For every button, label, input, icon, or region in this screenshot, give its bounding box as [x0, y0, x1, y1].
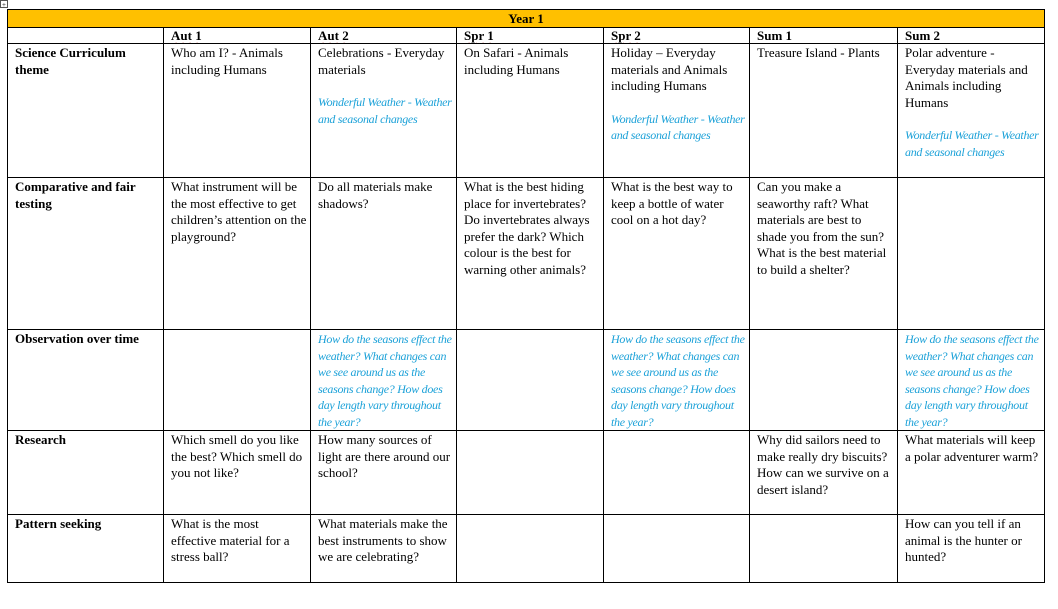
cell-note: Wonderful Weather - Weather and seasonal changes	[318, 95, 452, 126]
table-cell: What is the best hiding place for invertebrates? Do invertebrates always prefer the dark? Which colour is the best for warning other animals?	[457, 178, 604, 330]
table-row	[8, 431, 1045, 515]
table-cell: Celebrations - Everyday materials Wonderful Weather - Weather and seasonal changes	[311, 44, 457, 178]
cell-note: How do the seasons effect the weather? What changes can we see around us as the seasons change? How does day length vary throughout the year?	[905, 332, 1039, 429]
table-cell: Who am I? - Animals including Humans	[164, 44, 311, 178]
table-cell: What materials will keep a polar adventurer warm?	[898, 431, 1045, 515]
table-cell: Do all materials make shadows?	[311, 178, 457, 330]
table-cell: Polar adventure - Everyday materials and Animals including Humans Wonderful Weather - Weather and seasonal changes	[898, 44, 1045, 178]
table-cell	[750, 330, 898, 431]
table-cell	[457, 515, 604, 583]
table-cell	[457, 330, 604, 431]
row-label-observation: Observation over time	[8, 330, 164, 431]
cell-note: How do the seasons effect the weather? What changes can we see around us as the seasons change? How does day length vary throughout the year?	[318, 332, 452, 429]
table-cell	[311, 330, 457, 431]
col-header-spr2: Spr 2	[604, 28, 750, 44]
table-cell: What instrument will be the most effective to get children’s attention on the playground?	[164, 178, 311, 330]
table-move-handle[interactable]: +	[0, 0, 8, 8]
table-row	[8, 515, 1045, 583]
table-cell: Can you make a seaworthy raft? What materials are best to shade you from the sun? What is the best material to build a shelter?	[750, 178, 898, 330]
table-cell	[604, 330, 750, 431]
col-header-aut1: Aut 1	[164, 28, 311, 44]
col-header-sum1: Sum 1	[750, 28, 898, 44]
table-cell: What is the best way to keep a bottle of water cool on a hot day?	[604, 178, 750, 330]
col-header-aut2: Aut 2	[311, 28, 457, 44]
table-cell: What materials make the best instruments to show we are celebrating?	[311, 515, 457, 583]
table-row	[8, 44, 1045, 178]
cell-note: Wonderful Weather - Weather and seasonal changes	[905, 128, 1039, 159]
curriculum-table	[7, 9, 1045, 583]
table-cell	[164, 330, 311, 431]
term-header-row	[8, 28, 1045, 44]
table-cell: Holiday – Everyday materials and Animals including Humans Wonderful Weather - Weather and seasonal changes	[604, 44, 750, 178]
table-cell: How can you tell if an animal is the hunter or hunted?	[898, 515, 1045, 583]
col-header-spr1: Spr 1	[457, 28, 604, 44]
table-cell	[898, 178, 1045, 330]
cell-note: How do the seasons effect the weather? What changes can we see around us as the seasons change? How does day length vary throughout the year?	[611, 332, 745, 429]
table-cell: What is the most effective material for a stress ball?	[164, 515, 311, 583]
table-row	[8, 178, 1045, 330]
table-cell	[457, 431, 604, 515]
table-row	[8, 330, 1045, 431]
year-title: Year 1	[8, 10, 1045, 28]
table-cell: Treasure Island - Plants	[750, 44, 898, 178]
table-cell: Which smell do you like the best? Which smell do you not like?	[164, 431, 311, 515]
table-cell	[604, 515, 750, 583]
row-label-curriculum-theme: Science Curriculum theme	[8, 44, 164, 178]
table-cell: How many sources of light are there around our school?	[311, 431, 457, 515]
row-label-fair-testing: Comparative and fair testing	[8, 178, 164, 330]
cell-note: Wonderful Weather - Weather and seasonal changes	[611, 111, 745, 142]
table-cell	[604, 431, 750, 515]
row-label-research: Research	[8, 431, 164, 515]
corner-cell	[8, 28, 164, 44]
col-header-sum2: Sum 2	[898, 28, 1045, 44]
table-cell: Why did sailors need to make really dry biscuits? How can we survive on a desert island?	[750, 431, 898, 515]
table-cell: On Safari - Animals including Humans	[457, 44, 604, 178]
row-label-pattern-seeking: Pattern seeking	[8, 515, 164, 583]
year-header-row	[8, 10, 1045, 28]
table-cell	[750, 515, 898, 583]
table-cell	[898, 330, 1045, 431]
